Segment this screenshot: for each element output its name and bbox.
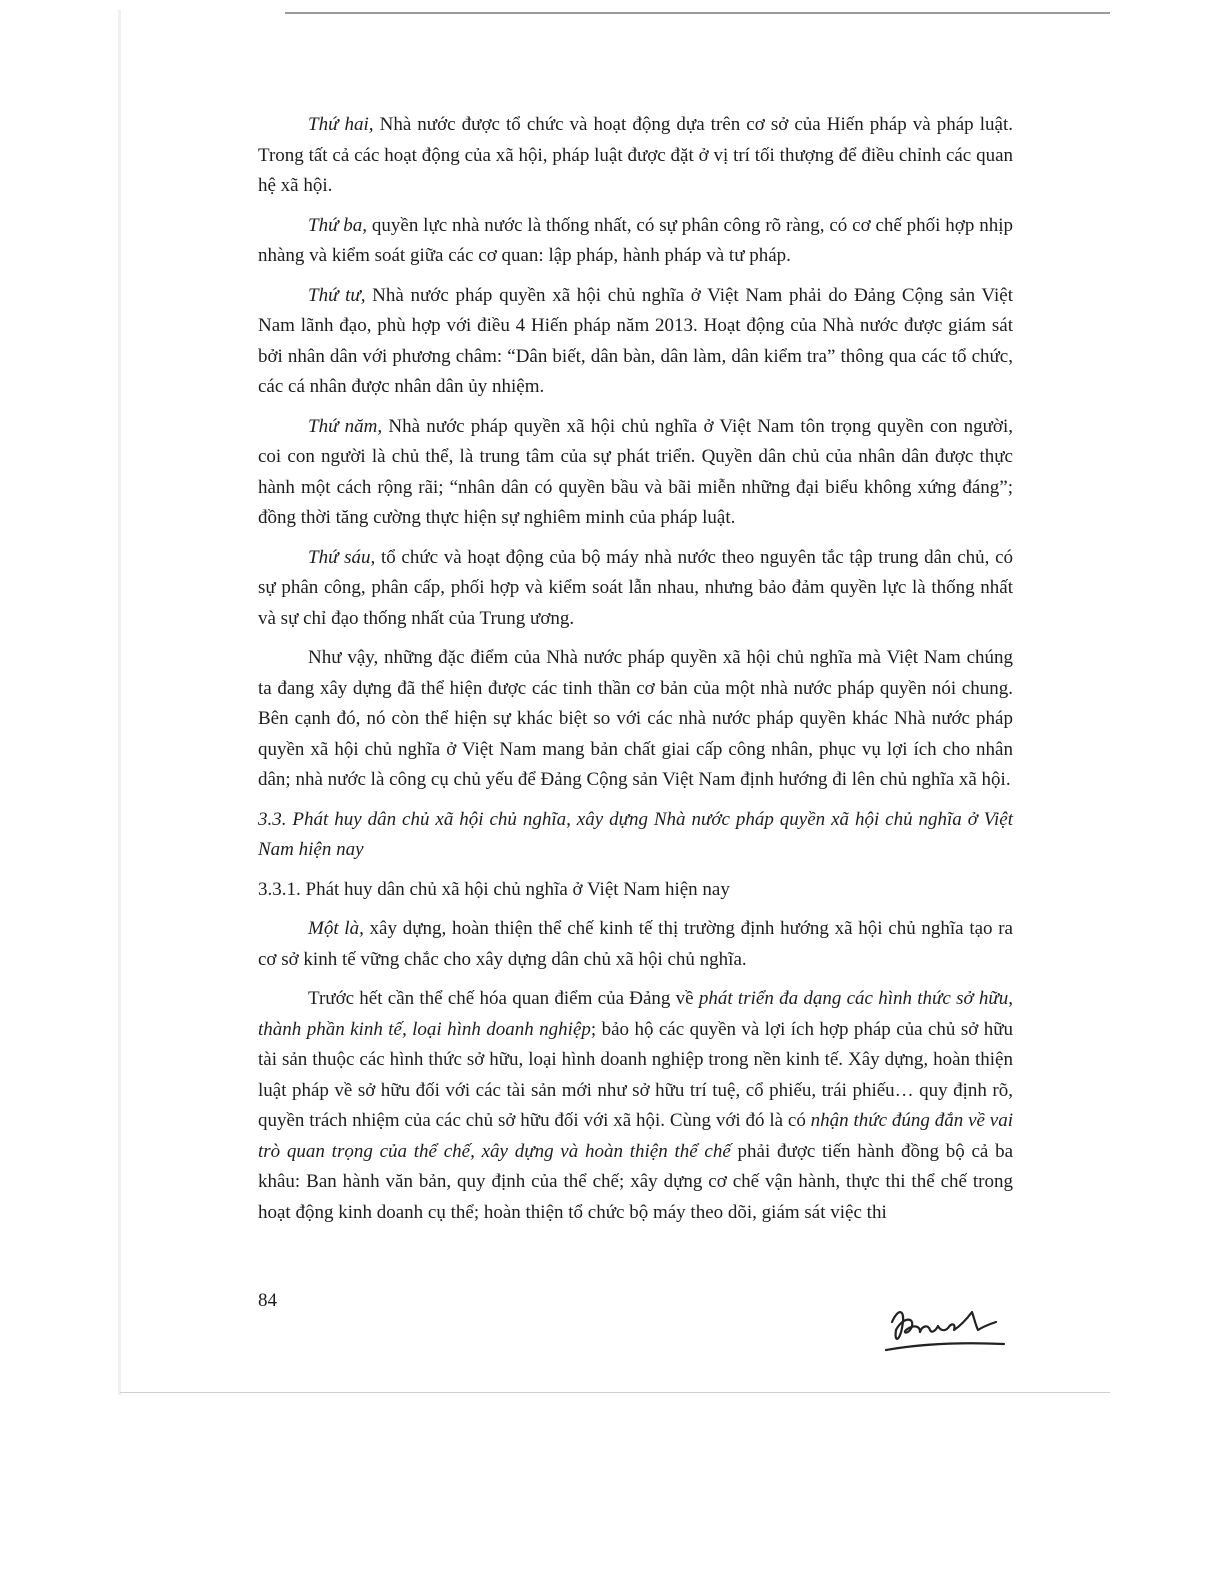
- paragraph-thu-ba: [258, 211, 1013, 272]
- paragraph-text: ; bảo hộ các quyền và lợi ích hợp pháp của chủ sở hữu tài sản thuộc các hình thức sở hữu, loại hình doanh nghiệp trong nền kinh tế. Xây dựng, hoàn thiện luật pháp về sở hữu đối với các tài sản mới như sở hữu trí tuệ, cổ phiếu, trái phiếu… quy định rõ, quyền trách nhiệm của các chủ sở hữu đối với xã hội. Cùng với đó là có: [258, 1018, 1013, 1131]
- paragraph-text: Như vậy, những đặc điểm của Nhà nước pháp quyền xã hội chủ nghĩa mà Việt Nam chúng ta đang xây dựng đã thể hiện được các tinh thần cơ bản của một nhà nước pháp quyền nói chung. Bên cạnh đó, nó còn thể hiện sự khác biệt so với các nhà nước pháp quyền khác Nhà nước pháp quyền xã hội chủ nghĩa ở Việt Nam mang bản chất giai cấp công nhân, phục vụ lợi ích cho nhân dân; nhà nước là công cụ chủ yếu để Đảng Cộng sản Việt Nam định hướng đi lên chủ nghĩa xã hội.: [258, 647, 1013, 790]
- scan-bottom-edge: [120, 1392, 1110, 1393]
- paragraph-text: quyền lực nhà nước là thống nhất, có sự phân công rõ ràng, có cơ chế phối hợp nhịp nhàng và kiểm soát giữa các cơ quan: lập pháp, hành pháp và tư pháp.: [258, 214, 1013, 266]
- section-heading: 3.3. Phát huy dân chủ xã hội chủ nghĩa, xây dựng Nhà nước pháp quyền xã hội chủ nghĩa ở Việt Nam hiện nay: [258, 808, 1013, 860]
- paragraph-nhu-vay: [258, 643, 1013, 796]
- paragraph-lead: Thứ năm,: [308, 415, 383, 437]
- paragraph-text: Nhà nước pháp quyền xã hội chủ nghĩa ở Việt Nam tôn trọng quyền con người, coi con người là chủ thể, là trung tâm của sự phát triển. Quyền dân chủ của nhân dân được thực hành một cách rộng rãi; “nhân dân có quyền bầu và bãi miễn những đại biểu không xứng đáng”; đồng thời tăng cường thực hiện sự nghiêm minh của pháp luật.: [258, 415, 1013, 528]
- paragraph-truoc-het: [258, 984, 1013, 1228]
- paragraph-text: tổ chức và hoạt động của bộ máy nhà nước theo nguyên tắc tập trung dân chủ, có sự phân công, phân cấp, phối hợp và kiểm soát lẫn nhau, nhưng bảo đảm quyền lực là thống nhất và sự chỉ đạo thống nhất của Trung ương.: [258, 546, 1013, 629]
- paragraph-lead: Thứ ba,: [308, 214, 368, 236]
- page-body: [258, 110, 1013, 1237]
- scan-top-edge: [285, 12, 1110, 14]
- paragraph-emphasis: phát triển đa dạng các hình thức sở hữu, thành phần kinh tế, loại hình doanh nghiệp: [258, 988, 1014, 1040]
- paragraph-lead: Thứ sáu,: [308, 546, 376, 568]
- paragraph-thu-hai: [258, 110, 1013, 202]
- page-number: 84: [258, 1290, 277, 1311]
- paragraph-text: xây dựng, hoàn thiện thể chế kinh tế thị trường định hướng xã hội chủ nghĩa tạo ra cơ sở kinh tế vững chắc cho xây dựng dân chủ xã hội chủ nghĩa.: [258, 918, 1013, 970]
- paragraph-mot-la: [258, 914, 1013, 975]
- paragraph-text: Nhà nước pháp quyền xã hội chủ nghĩa ở Việt Nam phải do Đảng Cộng sản Việt Nam lãnh đạo, phù hợp với điều 4 Hiến pháp năm 2013. Hoạt động của Nhà nước được giám sát bởi nhân dân với phương châm: “Dân biết, dân bàn, dân làm, dân kiểm tra” thông qua các tổ chức, các cá nhân được nhân dân ủy nhiệm.: [258, 284, 1013, 397]
- paragraph-thu-tu: [258, 281, 1013, 403]
- paragraph-lead: Thứ hai,: [308, 114, 374, 135]
- scan-left-edge: [118, 10, 121, 1395]
- paragraph-lead: Thứ tư,: [308, 284, 366, 306]
- signature-icon: [880, 1300, 1010, 1360]
- paragraph-text: Trước hết cần thể chế hóa quan điểm của Đảng về: [308, 988, 699, 1009]
- paragraph-text: Nhà nước được tổ chức và hoạt động dựa trên cơ sở của Hiến pháp và pháp luật. Trong tất cả các hoạt động của xã hội, pháp luật được đặt ở vị trí tối thượng để điều chỉnh các quan hệ xã hội.: [258, 114, 1013, 196]
- subsection-heading: 3.3.1. Phát huy dân chủ xã hội chủ nghĩa ở Việt Nam hiện nay: [258, 878, 730, 900]
- paragraph-lead: Một là,: [308, 918, 364, 939]
- paragraph-emphasis: nhận thức đúng đắn về vai trò quan trọng của thể chế, xây dựng và hoàn thiện thể chế: [258, 1110, 1013, 1162]
- paragraph-thu-sau: [258, 543, 1013, 635]
- paragraph-text: phải được tiến hành đồng bộ cả ba khâu: Ban hành văn bản, quy định của thể chế; xây dựng cơ chế vận hành, thực thi thể chế trong hoạt động kinh doanh cụ thể; hoàn thiện tổ chức bộ máy theo dõi, giám sát việc thi: [258, 1140, 1014, 1223]
- paragraph-thu-nam: [258, 412, 1013, 534]
